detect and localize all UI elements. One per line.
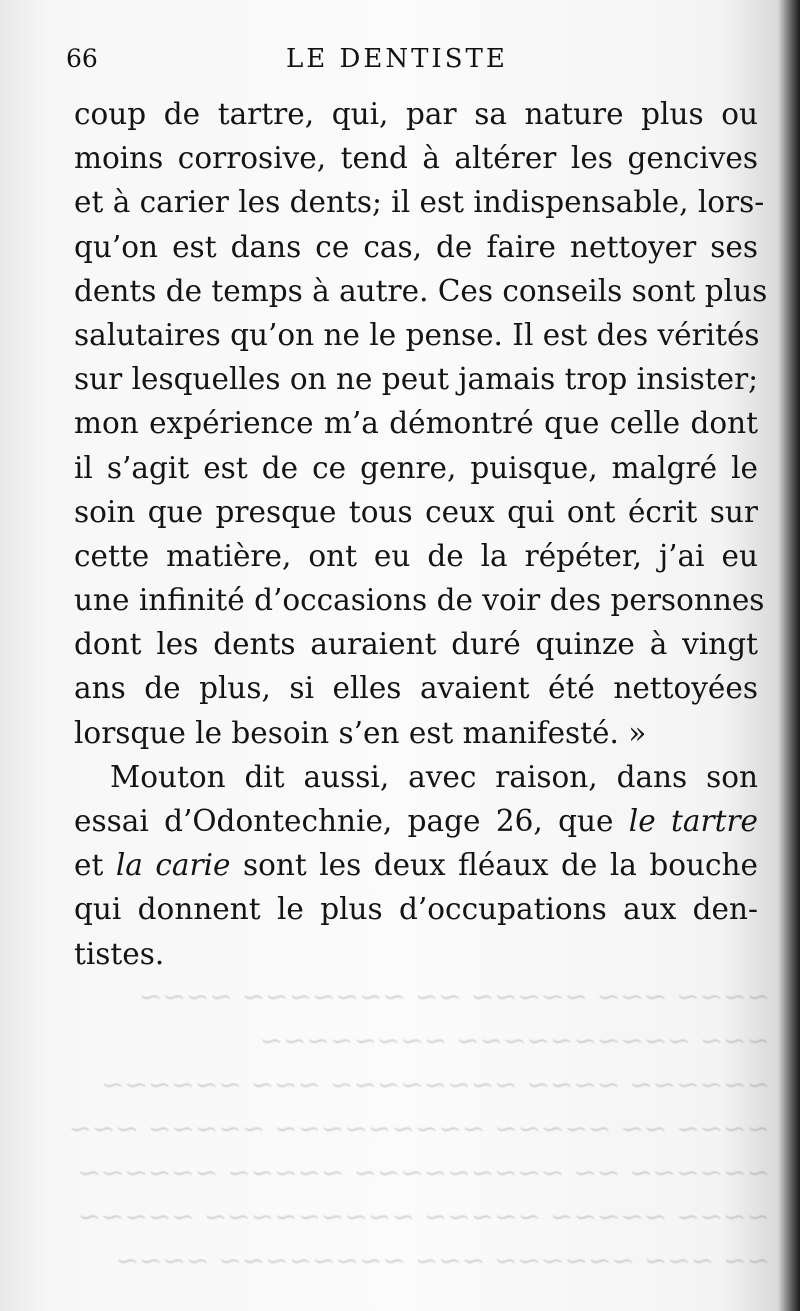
text-line: qu’on est dans ce cas, de faire nettoyer ses <box>74 229 758 264</box>
bleed-through-texture: ∼∼∼∼ ∼∼∼ ∼∼∼∼∼ ∼∼ ∼∼∼∼∼∼∼ ∼∼∼∼ ∼∼∼ ∼∼∼∼∼∼∼∼∼∼ ∼∼∼∼∼∼∼∼ ∼∼∼∼∼∼ ∼∼∼∼ ∼∼∼∼∼∼∼∼ ∼∼∼ ∼∼∼∼∼∼ ∼∼∼∼ ∼∼ ∼∼∼∼∼ ∼∼∼∼∼∼∼∼∼ ∼∼∼∼∼ ∼∼∼ ∼∼∼∼∼∼ ∼∼ ∼∼∼∼∼∼∼∼∼ ∼∼∼∼∼ ∼∼∼∼∼∼ ∼∼∼∼ ∼∼∼∼∼ ∼∼∼∼∼ ∼∼∼∼∼∼∼∼∼ ∼∼∼∼∼ ∼∼ ∼∼∼ ∼∼∼∼∼∼ ∼∼∼ ∼∼∼∼∼∼∼∼ ∼∼∼∼ <box>68 980 770 1277</box>
text-line: sur lesquelles on ne peut jamais trop insister; <box>74 362 759 397</box>
italic-term-tartre: le tartre <box>628 804 758 838</box>
text-line: dents de temps à autre. Ces conseils sont plus <box>74 273 768 308</box>
text-line: lorsque le besoin s’en est manifesté. » <box>74 715 647 750</box>
text-line: mon expérience m’a démontré que celle dont <box>74 406 758 441</box>
page-header <box>66 44 756 84</box>
paragraph-line <box>74 843 758 887</box>
text-line: cette matière, ont eu de la répéter, j’ai eu <box>74 538 758 573</box>
text-line: dont les dents auraient duré quinze à vingt <box>74 627 758 662</box>
text-line: une infinité d’occasions de voir des personnes <box>74 583 765 618</box>
paragraph-line: tistes. <box>74 936 165 971</box>
text-line: coup de tartre, qui, par sa nature plus ou <box>74 97 758 131</box>
text-run: sont les deux fléaux de la bouche <box>242 848 758 883</box>
paragraph-line: Mouton dit aussi, avec raison, dans son <box>110 759 758 794</box>
page-number: 66 <box>66 44 98 73</box>
text-line: soin que presque tous ceux qui ont écrit sur <box>74 494 758 529</box>
paragraph-line: qui donnent le plus d’occupations aux den- <box>74 892 758 927</box>
text-line: et à carier les dents; il est indispensable, lors- <box>74 185 765 220</box>
page-edge-shadow <box>778 0 800 1311</box>
text-line: il s’agit est de ce genre, puisque, malgré le <box>74 450 758 485</box>
running-title: LE DENTISTE <box>286 44 508 74</box>
text-run: et <box>74 848 104 883</box>
text-line: salutaires qu’on ne le pense. Il est des vérités <box>74 317 760 352</box>
body-text <box>74 92 768 976</box>
italic-term-carie: la carie <box>115 848 231 883</box>
text-line: ans de plus, si elles avaient été nettoyées <box>74 671 758 706</box>
text-line: moins corrosive, tend à altérer les gencives <box>74 141 758 176</box>
paragraph-line <box>74 799 758 843</box>
text-run: essai d’Odontechnie, page 26, que <box>74 804 614 838</box>
